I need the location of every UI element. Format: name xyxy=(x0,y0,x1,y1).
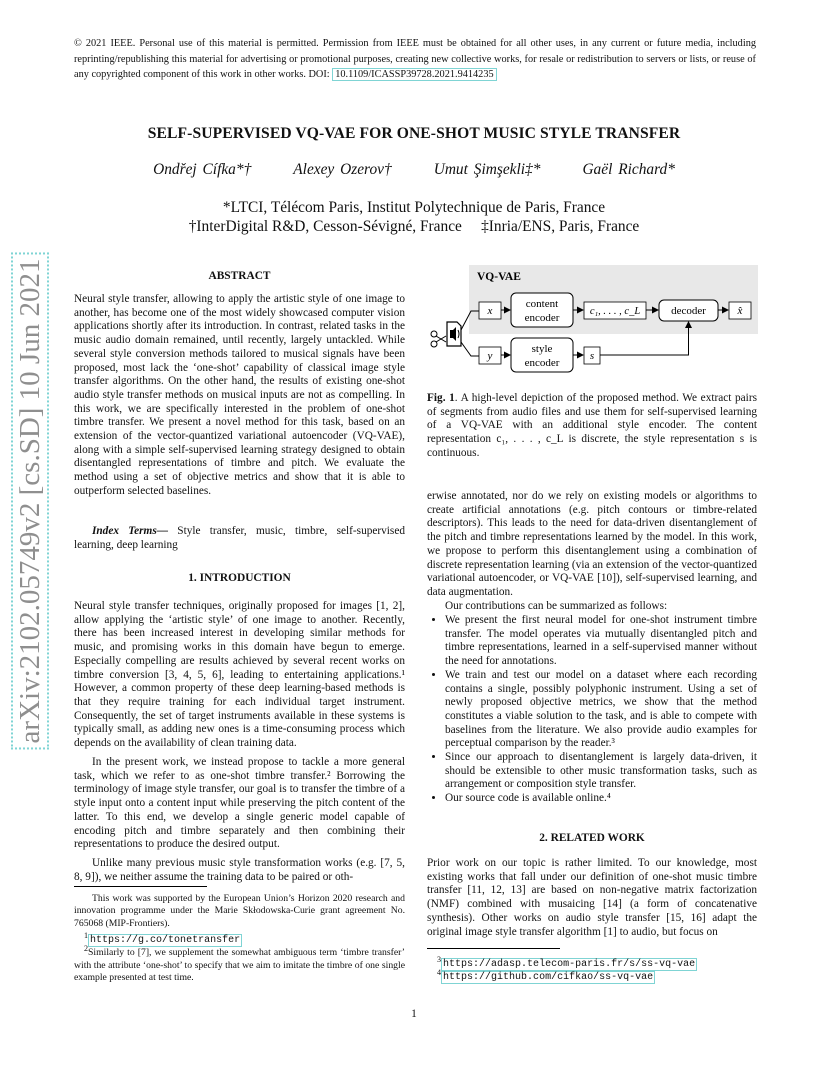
funding-note: This work was supported by the European Union’s Horizon 2020 research and innovation programme under the Marie Skłodowska-Curie grant agreement No. 765068 (MIP-Frontiers). xyxy=(74,893,405,929)
page-number: 1 xyxy=(411,1008,417,1020)
figure-1-caption xyxy=(427,392,757,461)
audio-file-icon xyxy=(447,322,461,346)
contribution-item: • We train and test our model on a dataset where each recording contains a single, possibly polyphonic instrument. Using a set of newly proposed objective metrics, we show that the method constitutes a viable solution to the task, and is able to compete with baselines from the literature. We also provide audio examples for perceptual comparison by the reader.³ xyxy=(445,669,757,751)
right-paragraph-1: erwise annotated, nor do we rely on existing models or algorithms to create artificial annotations (e.g. pitch contours or timbre-related descriptors). This leads to the need for data-driven disentanglement of the pitch and timbre representations learned by the model. In this work, we propose to perform this disentanglement using a combination of discrete representation learning (via an extension of the vector-quantized variational autoencoder, or VQ-VAE [10]), self-supervised learning, and data augmentation. xyxy=(427,490,757,598)
related-work-paragraph: Prior work on our topic is rather limited. To our knowledge, most existing works that fall under our definition of one-shot music timbre transfer [11, 12, 13] are based on non-negative matrix factorization (NMF) combined with musaicing [14] (a form of concatenative synthesis). Other works on audio style transfer [15, 16] adapt the original image style transfer algorithm [1] to audio, but focus on xyxy=(427,857,757,938)
vqvae-label: VQ-VAE xyxy=(477,271,521,283)
footnote-3-number: 3 xyxy=(437,955,442,964)
intro-paragraph-1: Neural style transfer techniques, originally proposed for images [1, 2], allow applying the ‘artistic style’ of one image to another. Recently, there has been increased interest in developing similar methods for music, and promising works in this domain have begun to emerge. Especially compelling are results achieved by several recent works on timbre conversion [3, 4, 5, 6], leading to entertaining applications.¹ However, a common property of these deep learning-based methods is that they require training for each individual target instrument. Consequently, the set of target instruments available in these systems is typically small, as adding new ones is a time-consuming process which depends on the availability of clean training data. xyxy=(74,600,405,750)
author-3: Umut Şimşekli‡* xyxy=(433,161,541,178)
style-vector-label: s xyxy=(589,350,595,362)
footnote-divider-right xyxy=(427,948,560,949)
contribution-item: • Since our approach to disentanglement is largely data-driven, it should be extensible to other music transformation tasks, such as arrangement or composition style transfer. xyxy=(445,751,757,792)
footnote-2-number: 2 xyxy=(84,944,89,953)
footnote-2-text: Similarly to [7], we supplement the somewhat ambiguous term ‘timbre transfer’ with the attribute ‘one-shot’ to specify that we aim to imitate the timbre of one single example presented at test time. xyxy=(74,947,405,984)
footnote-3-link[interactable]: https://adasp.telecom-paris.fr/s/ss-vq-vae xyxy=(443,959,696,971)
style-encoder-label: style encoder xyxy=(524,343,560,369)
arxiv-id[interactable]: arXiv:2102.05749v2 [cs.SD] 10 Jun 2021 xyxy=(11,253,49,750)
figure-1-diagram xyxy=(425,262,760,380)
related-work-heading: 2. RELATED WORK xyxy=(539,832,645,844)
contribution-item: • Our source code is available online.⁴ xyxy=(445,792,757,806)
affiliation-interdigital: †InterDigital R&D, Cesson-Sévigné, France xyxy=(188,218,462,235)
contributions-intro: Our contributions can be summarized as follows: xyxy=(445,600,668,612)
footnote-4 xyxy=(427,967,757,985)
affiliation-line-1: *LTCI, Télécom Paris, Institut Polytechnique de Paris, France xyxy=(222,199,606,216)
content-encoder-label: content encoder xyxy=(524,298,560,324)
index-terms xyxy=(74,525,405,552)
figure-1-caption-text: . A high-level depiction of the proposed method. We extract pairs of segments from audio files and use them for self-supervised learning of a VQ-VAE with an additional style encoder. The content representation c₁, . . . , c_L is discrete, the style representation s is continuous. xyxy=(427,392,757,459)
footnote-1-link[interactable]: https://g.co/tonetransfer xyxy=(90,935,241,947)
footnote-1-number: 1 xyxy=(84,931,89,940)
input-y-label: y xyxy=(487,350,493,362)
copyright-notice xyxy=(74,36,756,83)
abstract-body: Neural style transfer, allowing to apply the artistic style of one image to another, has become one of the most widely showcased computer vision applications shortly after its introduction. In contrast, related tasks in the music audio domain remained, until recently, largely untackled. While several style conversion methods tailored to musical signals have been proposed, most lack the ‘one-shot’ capability of classical image style transfer algorithms. On the other hand, the results of existing one-shot audio style transfer methods on musical inputs are not as compelling. In this work, we are specifically interested in the problem of one-shot timbre transfer. We present a novel method for this task, based on an extension of the vector-quantized variational autoencoder (VQ-VAE), along with a simple self-supervised learning strategy designed to obtain disentangled representations of timbre and pitch. We evaluate the method using a set of objective metrics and show that it is able to outperform selected baselines. xyxy=(74,293,405,497)
arxiv-stamp xyxy=(10,258,50,744)
discrete-codes-label: c₁, . . . , c_L xyxy=(589,306,641,317)
author-1: Ondřej Cífka*† xyxy=(153,161,252,178)
abstract-heading: ABSTRACT xyxy=(208,270,271,282)
doi-link[interactable]: 10.1109/ICASSP39728.2021.9414235 xyxy=(332,68,496,81)
footnote-2 xyxy=(74,943,405,984)
index-terms-text: Style transfer, music, timbre, self-supervised learning, deep learning xyxy=(74,525,405,551)
copyright-text: © 2021 IEEE. Personal use of this material is permitted. Permission from IEEE must be obtained for all other uses, in any current or future media, including reprinting/republishing this material for advertising or promotional purposes, creating new collective works, for resale or redistribution to servers or lists, or reuse of any copyrighted component of this work in other works. DOI: xyxy=(74,38,756,81)
intro-paragraph-2: In the present work, we instead propose to tackle a more general task, which we refer to as one-shot timbre transfer.² Borrowing the terminology of image style transfer, our goal is to transfer the timbre of a style input onto a content input while preserving the pitch content of the latter. To this end, we develop a single generic model capable of encoding pitch and timbre separately and then combining their representations to produce the desired output. xyxy=(74,756,405,851)
contributions-list xyxy=(427,614,757,806)
figure-1-caption-label: Fig. 1 xyxy=(427,392,455,404)
author-4: Gaël Richard* xyxy=(582,161,675,178)
output-xhat-label: x̂ xyxy=(737,305,743,317)
author-2: Alexey Ozerov† xyxy=(293,161,392,178)
decoder-label: decoder xyxy=(671,305,706,317)
footnote-4-link[interactable]: https://github.com/cifkao/ss-vq-vae xyxy=(443,972,654,984)
scissors-icon xyxy=(431,331,446,347)
paper-title: SELF-SUPERVISED VQ-VAE FOR ONE-SHOT MUSIC STYLE TRANSFER xyxy=(147,125,681,142)
contribution-item: • We present the first neural model for one-shot instrument timbre transfer. The model operates via mutually disentangled pitch and timbre representations, learned in a self-supervised manner without the need for annotations. xyxy=(445,614,757,669)
intro-heading: 1. INTRODUCTION xyxy=(188,572,291,584)
input-x-label: x xyxy=(487,305,493,317)
author-list xyxy=(0,161,828,179)
affiliation-line-2 xyxy=(0,217,828,236)
index-terms-label: Index Terms— xyxy=(92,525,169,537)
split-line-y xyxy=(461,342,479,356)
intro-paragraph-3: Unlike many previous music style transformation works (e.g. [7, 5, 8, 9]), we neither assume the training data to be paired or oth- xyxy=(74,857,405,883)
footnote-4-number: 4 xyxy=(437,968,442,977)
footnote-divider-left xyxy=(74,886,207,887)
affiliation-inria: ‡Inria/ENS, Paris, France xyxy=(481,218,640,235)
